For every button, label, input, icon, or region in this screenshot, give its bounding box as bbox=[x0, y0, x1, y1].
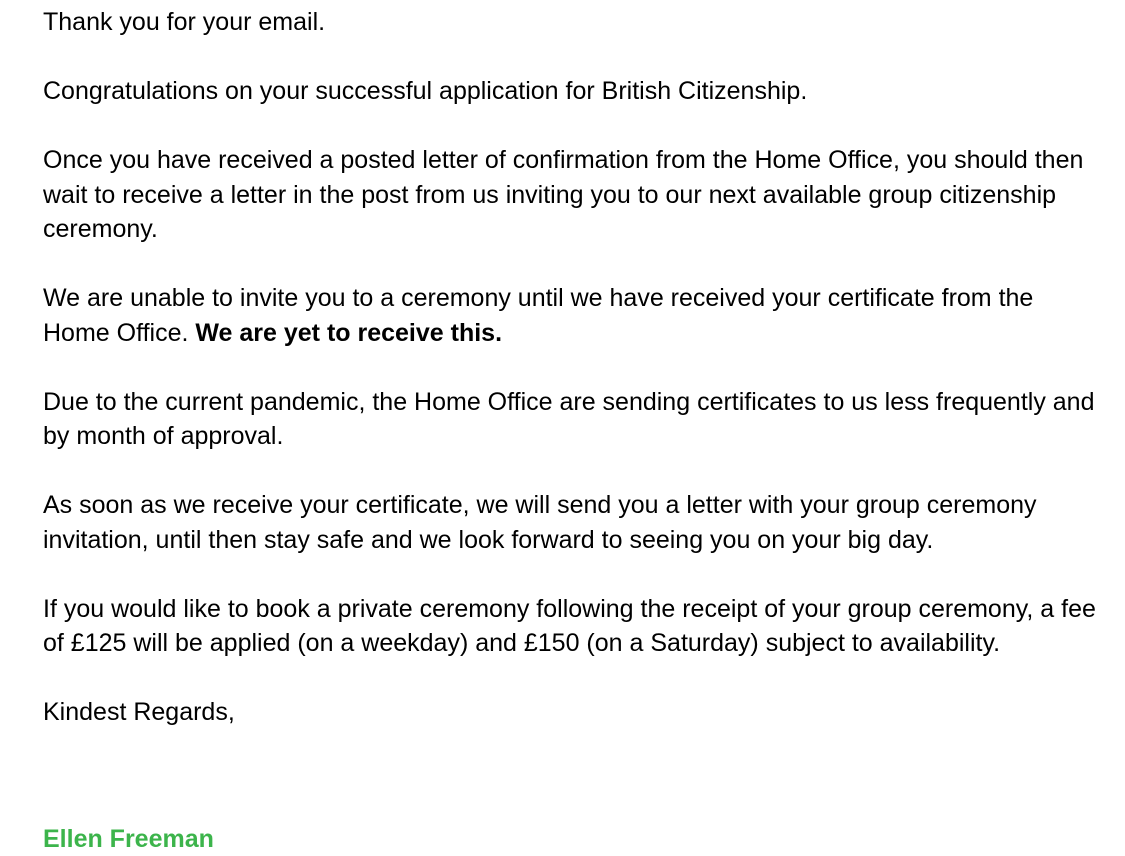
confirmation-letter-paragraph: Once you have received a posted letter of confirmation from the Home Office, you should then wait to receive a letter in the post from us inviting you to our next available group citizenship ceremony. bbox=[43, 146, 1084, 243]
pandemic-paragraph: Due to the current pandemic, the Home Office are sending certificates to us less frequently and by month of approval. bbox=[43, 387, 1095, 450]
private-ceremony-paragraph: If you would like to book a private ceremony following the receipt of your group ceremony, a fee of £125 will be applied (on a weekday) and £150 (on a Saturday) subject to availability. bbox=[43, 594, 1096, 657]
signature-name: Ellen Freeman bbox=[43, 825, 214, 853]
congratulations-paragraph: Congratulations on your successful application for British Citizenship. bbox=[43, 77, 808, 105]
next-steps-paragraph: As soon as we receive your certificate, we will send you a letter with your group ceremony invitation, until then stay safe and we look forward to seeing you on your big day. bbox=[43, 491, 1037, 554]
sign-off: Kindest Regards, bbox=[43, 698, 235, 726]
certificate-paragraph bbox=[43, 281, 1103, 350]
email-body bbox=[43, 5, 1103, 764]
greeting-paragraph: Thank you for your email. bbox=[43, 8, 326, 36]
certificate-status-bold: We are yet to receive this. bbox=[195, 318, 503, 347]
certificate-paragraph-text: We are unable to invite you to a ceremony until we have received your certificate from the Home Office. bbox=[43, 284, 1034, 347]
